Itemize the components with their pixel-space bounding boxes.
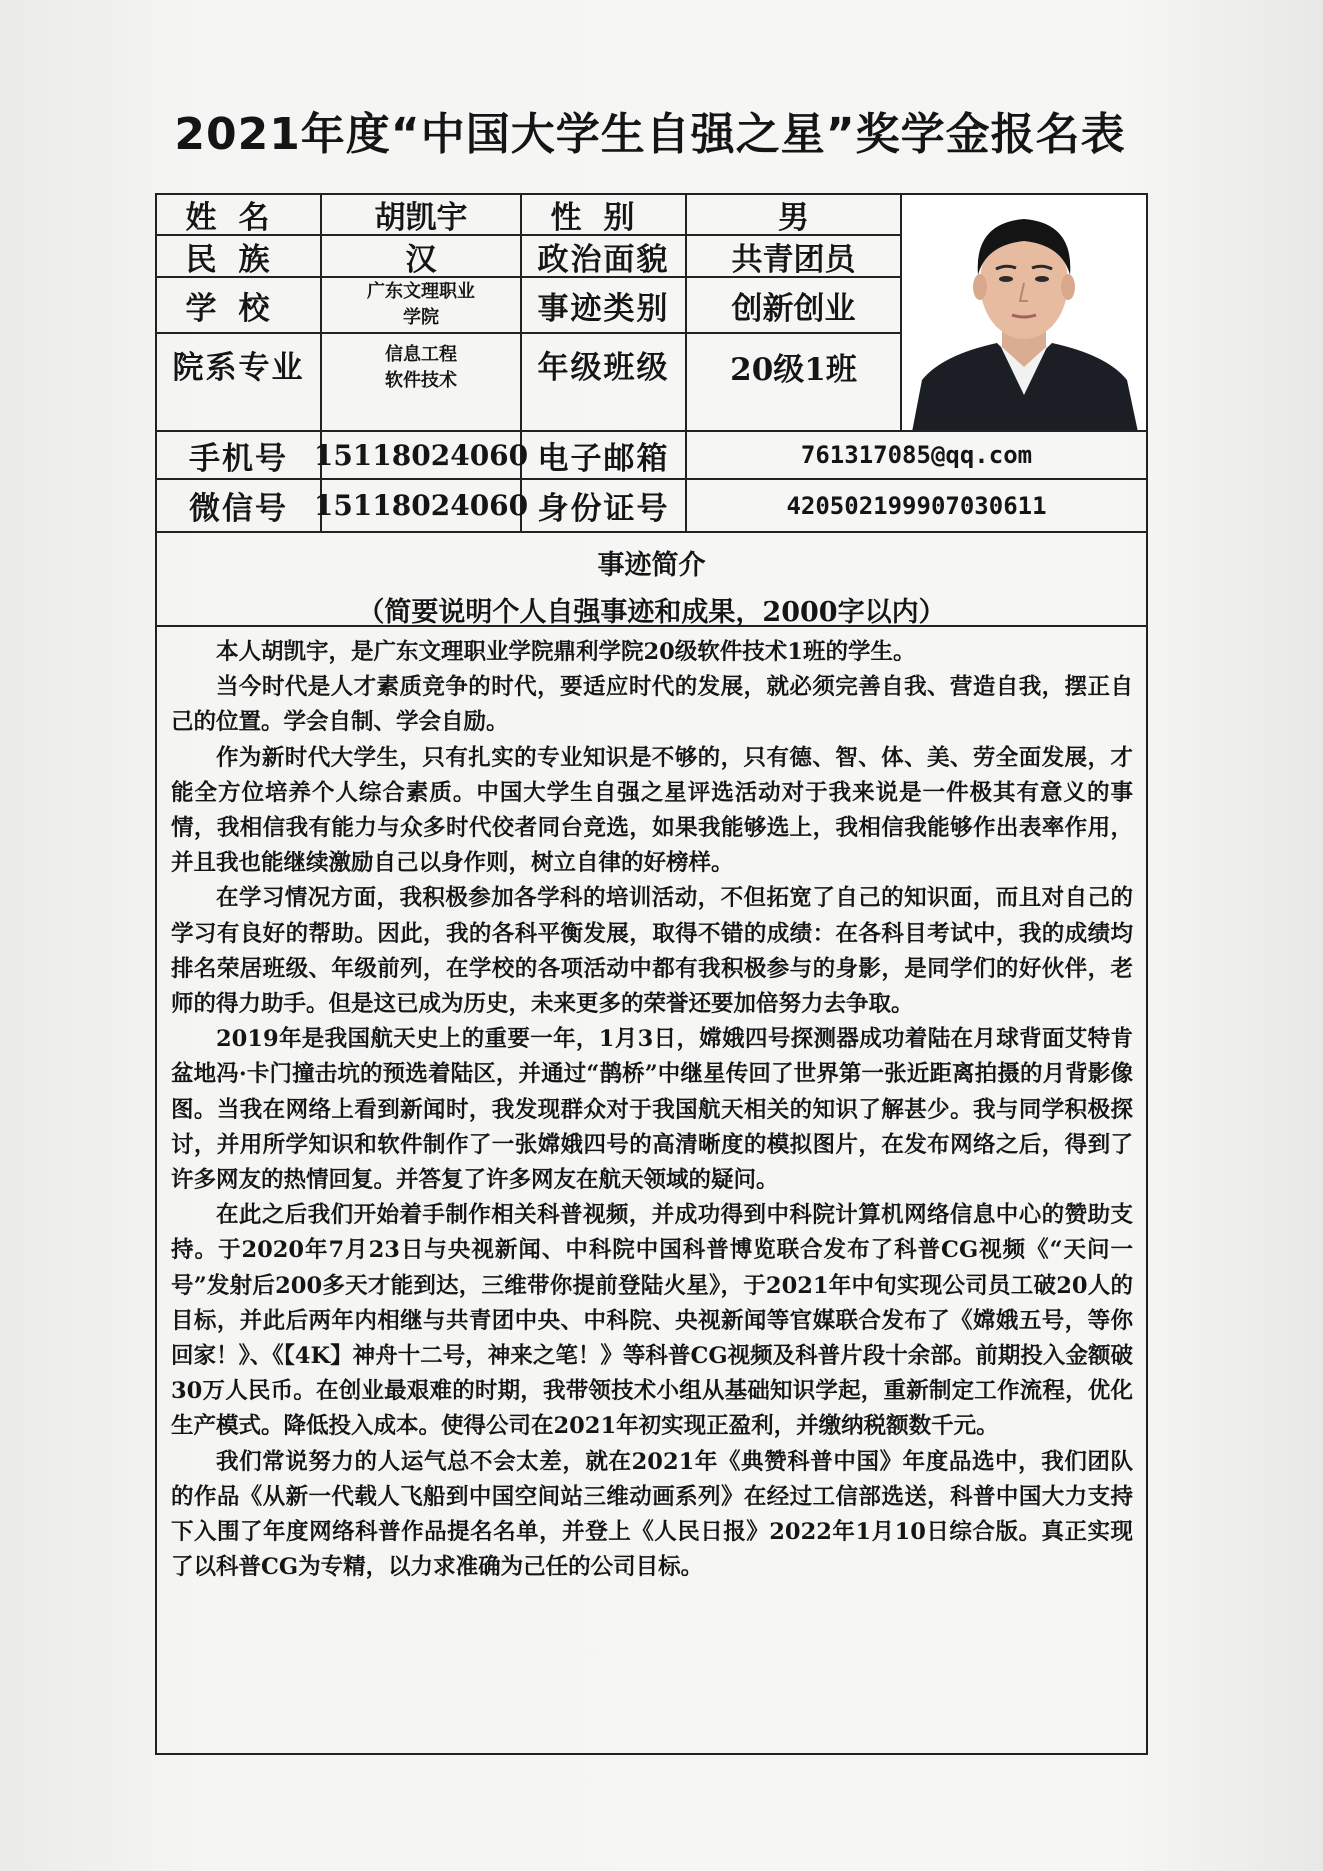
section-heading [157,533,1146,627]
paragraph: 当今时代是人才素质竞争的时代，要适应时代的发展，就必须完善自我、营造自我，摆正自己的位置。学会自制、学会自励。 [171,674,1133,736]
label-id-number: 身份证号 [522,480,687,533]
label-category: 事迹类别 [522,278,687,334]
value-department-line2: 软件技术 [385,370,457,391]
value-political: 共青团员 [687,236,902,278]
portrait-image [902,195,1146,432]
label-phone: 手机号 [157,432,322,480]
paragraph: 本人胡凯宇，是广东文理职业学院鼎利学院20级软件技术1班的学生。 [216,639,916,665]
label-wechat: 微信号 [157,480,322,533]
value-school-line1: 广东文理职业 [367,281,475,302]
paragraph: 我们常说努力的人运气总不会太差，就在2021年《典赞科普中国》年度品选中，我们团队的作品《从新一代载人飞船到中国空间站三维动画系列》在经过工信部选送，科普中国大力支持下入围了年度网络科普作品提名名单，并登上《人民日报》2022年1月10日综合版。真正实现了以科普CG为专精，以力求准确为己任的公司目标。 [171,1448,1133,1581]
value-category: 创新创业 [687,278,902,334]
paragraph: 在此之后我们开始着手制作相关科普视频，并成功得到中科院计算机网络信息中心的赞助支持。于2020年7月23日与央视新闻、中科院中国科普博览联合发布了科普CG视频《“天问一号”发射后200多天才能到达，三维带你提前登陆火星》，于2021年中旬实现公司员工破20人的目标，并此后两年内相继与共青团中央、中科院、央视新闻等官媒联合发布了《嫦娥五号，等你回家！》、《【4K】神舟十二号，神来之笔！》等科普CG视频及科普片段十余部。前期投入金额破30万人民币。在创业最艰难的时期，我带领技术小组从基础知识学起，重新制定工作流程，优化生产模式。降低投入成本。使得公司在2021年初实现正盈利，并缴纳税额数千元。 [171,1202,1133,1440]
label-name: 姓名 [157,195,322,236]
applicant-photo [902,195,1146,432]
value-department-line1: 信息工程 [385,344,457,365]
label-political: 政治面貌 [522,236,687,278]
value-wechat: 15118024060 [322,480,522,533]
paragraph: 作为新时代大学生，只有扎实的专业知识是不够的，只有德、智、体、美、劳全面发展，才能全方位培养个人综合素质。中国大学生自强之星评选活动对于我来说是一件极其有意义的事情，我相信我有能力与众多时代佼者同台竞选，如果我能够选上，我相信我能够作出表率作用，并且我也能继续激励自己以身作则，树立自律的好榜样。 [171,744,1133,877]
label-department: 院系专业 [157,334,322,432]
statement-body [171,635,1133,1585]
value-gender: 男 [687,195,902,236]
label-gender: 性别 [522,195,687,236]
value-school [322,278,522,334]
section-subtitle: （简要说明个人自强事迹和成果，2000字以内） [357,597,946,628]
value-ethnicity: 汉 [322,236,522,278]
form-title: 2021年度“中国大学生自强之星”奖学金报名表 [174,109,1126,160]
value-name: 胡凯宇 [322,195,522,236]
paragraph: 2019年是我国航天史上的重要一年，1月3日，嫦娥四号探测器成功着陆在月球背面艾特肯盆地冯·卡门撞击坑的预选着陆区，并通过“鹊桥”中继星传回了世界第一张近距离拍摄的月背影像图。当我在网络上看到新闻时，我发现群众对于我国航天相关的知识了解甚少。我与同学积极探讨，并用所学知识和软件制作了一张嫦娥四号的高清晰度的模拟图片，在发布网络之后，得到了许多网友的热情回复。并答复了许多网友在航天领域的疑问。 [171,1026,1133,1194]
label-school: 学校 [157,278,322,334]
label-ethnicity: 民族 [157,236,322,278]
value-grade: 20级1班 [687,334,902,432]
value-id-number: 420502199907030611 [687,480,1146,533]
label-grade: 年级班级 [522,334,687,432]
value-phone: 15118024060 [322,432,522,480]
value-department [322,334,522,432]
value-email: 761317085@qq.com [687,432,1146,480]
label-email: 电子邮箱 [522,432,687,480]
paragraph: 在学习情况方面，我积极参加各学科的培训活动，不但拓宽了自己的知识面，而且对自己的学习有良好的帮助。因此，我的各科平衡发展，取得不错的成绩：在各科目考试中，我的成绩均排名荣居班级、年级前列，在学校的各项活动中都有我积极参与的身影，是同学们的好伙伴，老师的得力助手。但是这已成为历史，未来更多的荣誉还要加倍努力去争取。 [171,885,1133,1018]
section-title: 事迹简介 [597,550,706,581]
value-school-line2: 学院 [403,307,439,328]
form-table [155,193,1148,1755]
